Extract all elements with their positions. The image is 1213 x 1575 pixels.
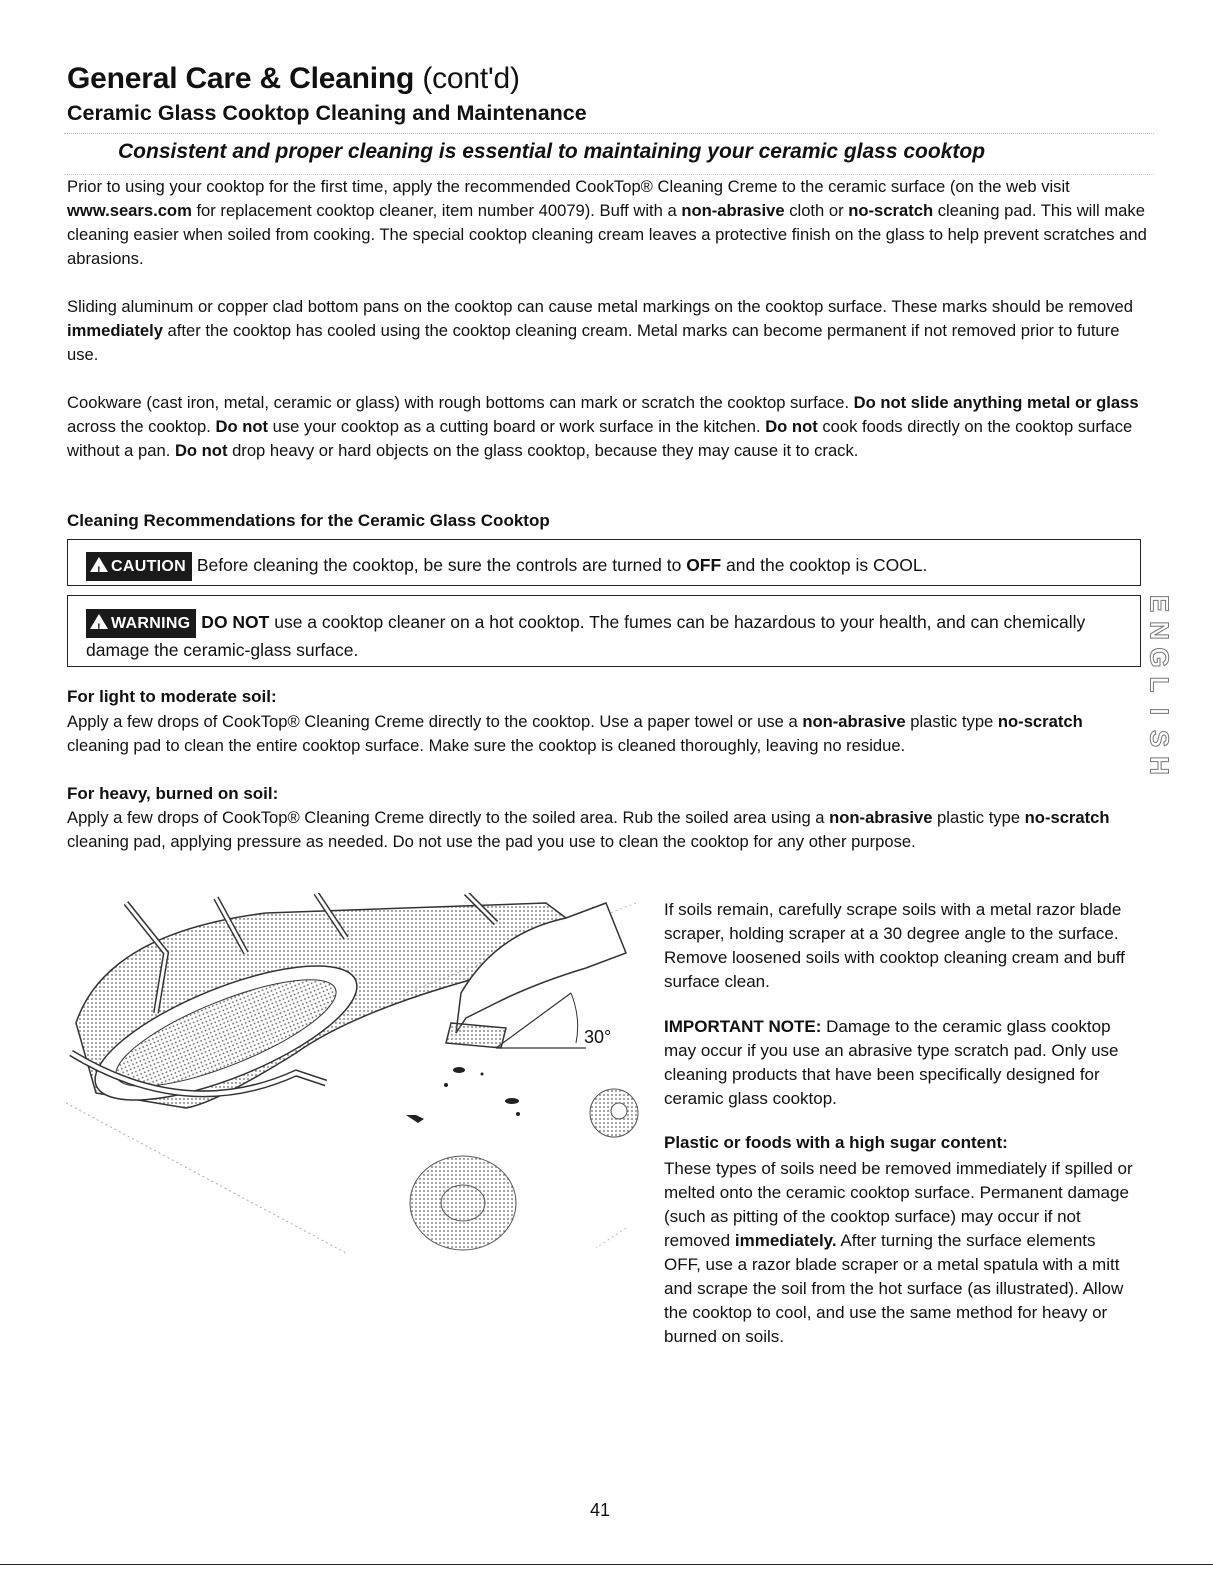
scrape-paragraph: If soils remain, carefully scrape soils with a metal razor blade scraper, holding scraper at a 30 degree angle to the surface. Remove loosened soils with cooktop cleaning cream and buff surface clean. xyxy=(664,900,1125,991)
soil-specks xyxy=(406,1067,520,1123)
side-language-label xyxy=(1144,590,1174,779)
burner-grate-drawing xyxy=(71,893,586,1127)
page-title: General Care & Cleaning (cont'd) xyxy=(67,62,520,95)
metal-marks-paragraph: Sliding aluminum or copper clad bottom pans on the cooktop can cause metal markings on the cooktop surface. These marks should be removed immediately after the cooktop has cooled using the cooktop cleaning cream. Metal marks can become permanent if not removed prior to future use. xyxy=(67,297,1133,364)
side-label-letter: L xyxy=(1144,676,1175,693)
bottom-rule xyxy=(0,1564,1213,1565)
sugar-paragraph: These types of soils need be removed immediately if spilled or melted onto the ceramic cooktop surface. Permanent damage (such as pitting of the cooktop surface) may occur if not removed immediately. After turning the surface elements OFF, use a razor blade scraper or a metal spatula with a mitt and scrape the soil from the hot surface (as illustrated). Allow the cooktop to cool, and use the same method for heavy or burned on soils. xyxy=(664,1159,1133,1346)
side-label-letter: H xyxy=(1144,756,1175,775)
intro-paragraph: Prior to using your cooktop for the first time, apply the recommended CookTop® Cleaning Creme to the ceramic surface (on the web visit www.sears.com for replacement cooktop cleaner, item number 40079). Buff with a non-abrasive cloth or no-scratch cleaning pad. This will make cleaning easier when soiled from cooking. The special cooktop cleaning cream leaves a protective finish on the glass to help prevent scratches and abrasions. xyxy=(67,177,1147,268)
warning-triangle-icon xyxy=(90,614,108,629)
angle-label: 30° xyxy=(584,1027,612,1047)
side-label-letter: G xyxy=(1144,647,1175,668)
side-label-letter: I xyxy=(1144,707,1175,716)
page-subtitle: Ceramic Glass Cooktop Cleaning and Maintenance xyxy=(67,101,587,125)
recommendations-heading: Cleaning Recommendations for the Ceramic Glass Cooktop xyxy=(67,511,550,530)
side-label-letter: N xyxy=(1144,621,1175,640)
banner-text: Consistent and proper cleaning is essential to maintaining your ceramic glass cooktop xyxy=(118,140,986,163)
warning-badge: !WARNING xyxy=(86,609,196,638)
warning-text: !WARNING DO NOT use a cooktop cleaner on a hot cooktop. The fumes can be hazardous to your health, and can chemically damage the ceramic-glass surface. xyxy=(86,609,1136,663)
heavy-soil-heading: For heavy, burned on soil: xyxy=(67,784,279,803)
heavy-soil-paragraph: Apply a few drops of CookTop® Cleaning Creme directly to the soiled area. Rub the soiled area using a non-abrasive plastic type no-scratch cleaning pad, applying pressure as needed. Do not use the pad you use to clean the cooktop for any other purpose. xyxy=(67,808,1110,851)
light-soil-heading: For light to moderate soil: xyxy=(67,687,277,706)
caution-text: !CAUTION Before cleaning the cooktop, be sure the controls are turned to OFF and the cooktop is COOL. xyxy=(86,552,927,581)
sugar-heading: Plastic or foods with a high sugar content: xyxy=(664,1133,1008,1152)
warning-triangle-icon xyxy=(90,557,108,572)
important-note-paragraph: IMPORTANT NOTE: Damage to the ceramic glass cooktop may occur if you use an abrasive type scratch pad. Only use cleaning products that have been specifically designed for ceramic glass cooktop. xyxy=(664,1017,1119,1108)
light-soil-paragraph: Apply a few drops of CookTop® Cleaning Creme directly to the cooktop. Use a paper towel or use a non-abrasive plastic type no-scratch cleaning pad to clean the entire cooktop surface. Make sure the cooktop is cleaned thoroughly, leaving no residue. xyxy=(67,712,1083,755)
caution-badge: !CAUTION xyxy=(86,552,192,581)
page-number: 41 xyxy=(590,1500,611,1520)
side-label-letter: S xyxy=(1144,729,1175,748)
scraper-illustration xyxy=(66,893,646,1263)
side-label-letter: E xyxy=(1144,594,1175,613)
cookware-paragraph: Cookware (cast iron, metal, ceramic or glass) with rough bottoms can mark or scratch the cooktop surface. Do not slide anything metal or glass across the cooktop. Do not use your cooktop as a cutting board or work surface in the kitchen. Do not cook foods directly on the cooktop surface without a pan. Do not drop heavy or hard objects on the glass cooktop, because they may cause it to crack. xyxy=(67,393,1139,460)
burner-cap-large xyxy=(410,1156,516,1250)
